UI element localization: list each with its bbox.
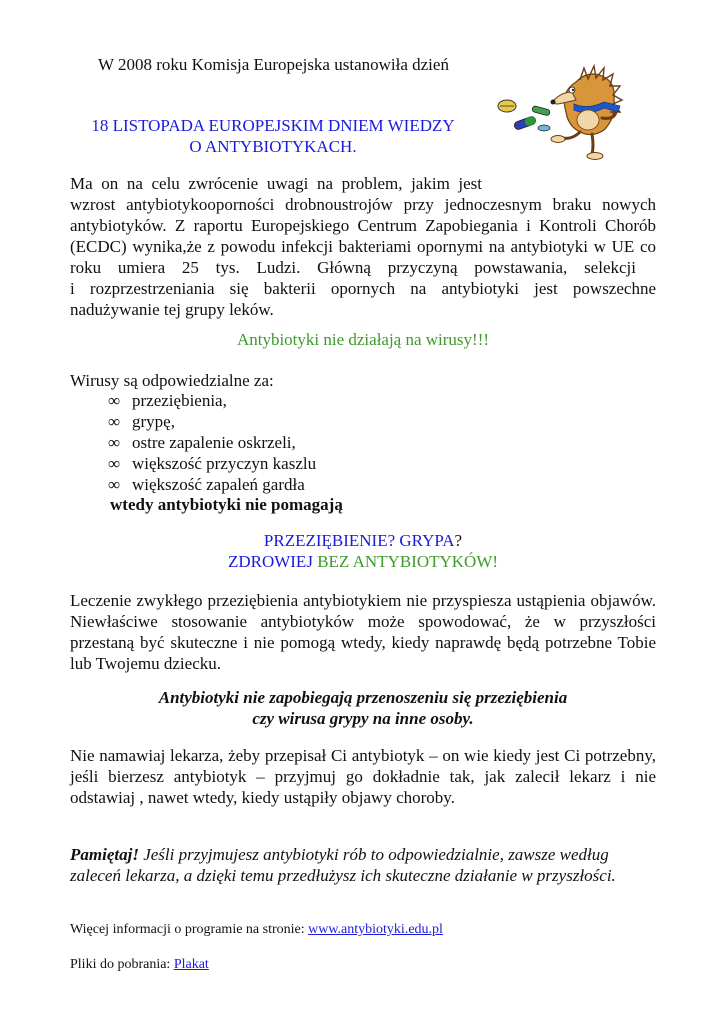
paragraph-line: lub Twojemu dziecku. xyxy=(70,654,221,673)
remember-line-1: Jeśli przyjmujesz antybiotyki rób to odpowiedzialnie, zawsze według xyxy=(138,845,609,864)
slogan xyxy=(70,530,656,572)
paragraph-line: antybiotyków. Z raportu Europejskiego Centrum Zapobiegania i Kontroli Chorób xyxy=(70,216,656,235)
list-item-text: ostre zapalenie oskrzeli, xyxy=(132,433,296,452)
website-link[interactable]: www.antybiotyki.edu.pl xyxy=(308,922,443,937)
list-item xyxy=(108,411,316,432)
italic-notice-line-2: czy wirusa grypy na inne osoby. xyxy=(252,709,474,728)
infinity-bullet-icon: ∞ xyxy=(108,475,121,494)
infinity-bullet-icon: ∞ xyxy=(108,433,121,452)
paragraph-awareness xyxy=(70,173,656,320)
hedgehog-mascot-illustration xyxy=(492,62,632,162)
intro-line: W 2008 roku Komisja Europejska ustanowiła dzień xyxy=(98,55,449,74)
downloads xyxy=(70,956,209,974)
remember-note xyxy=(70,844,656,886)
viruses-intro: Wirusy są odpowiedzialne za: xyxy=(70,371,274,390)
list-item-text: przeziębienia, xyxy=(132,391,227,410)
green-notice: Antybiotyki nie działają na wirusy!!! xyxy=(236,330,490,349)
viruses-conclusion: wtedy antybiotyki nie pomagają xyxy=(110,495,343,514)
paragraph-line: przestaną być skuteczne i nie pomogą wtedy, kiedy naprawdę będą potrzebne Tobie xyxy=(70,633,656,652)
more-info xyxy=(70,921,443,939)
list-item xyxy=(108,453,316,474)
list-item-text: grypę, xyxy=(132,412,175,431)
infinity-bullet-icon: ∞ xyxy=(108,391,121,410)
list-item xyxy=(108,432,316,453)
list-item-text: większość przyczyn kaszlu xyxy=(132,454,317,473)
infinity-bullet-icon: ∞ xyxy=(108,412,121,431)
headline xyxy=(70,115,476,157)
italic-notice xyxy=(70,687,656,729)
list-item-text: większość zapaleń gardła xyxy=(132,475,305,494)
headline-line-2: O ANTYBIOTYKACH. xyxy=(189,137,357,156)
paragraph-line: i rozprzestrzeniania się bakterii opornych na antybiotyki jest powszechne xyxy=(70,279,656,298)
poster-download-link[interactable]: Plakat xyxy=(173,957,209,972)
paragraph-line: wzrost antybiotykooporności drobnoustrojów przy jednoczesnym braku nowych xyxy=(70,195,656,214)
paragraph-treatment xyxy=(70,590,656,674)
slogan-part-1: PRZEZIĘBIENIE? GRYPA xyxy=(263,531,455,550)
headline-line-1: 18 LISTOPADA EUROPEJSKIM DNIEM WIEDZY xyxy=(91,116,455,135)
list-item xyxy=(108,474,316,495)
list-item xyxy=(108,390,316,411)
paragraph-line: roku umiera 25 tys. Ludzi. Główną przyczyną powstawania, selekcji xyxy=(70,258,636,277)
remember-label: Pamiętaj! xyxy=(70,845,139,864)
slogan-question-mark: ? xyxy=(454,531,463,550)
paragraph-line: Nie namawiaj lekarza, żeby przepisał Ci antybiotyk – on wie kiedy jest Ci potrzebny, xyxy=(70,746,656,765)
viruses-list xyxy=(108,390,316,495)
pill-green-icon xyxy=(532,106,551,116)
slogan-part-2-blue: ZDROWIEJ xyxy=(227,552,318,571)
remember-line-2: zaleceń lekarza, a dzięki temu przedłużysz ich skuteczne działanie w przyszłości. xyxy=(70,866,616,885)
paragraph-line: Leczenie zwykłego przeziębienia antybiotykiem nie przyspiesza ustąpienia objawów. xyxy=(70,591,656,610)
downloads-label: Pliki do pobrania: xyxy=(70,957,174,972)
paragraph-line: odstawiaj , nawet wtedy, kiedy ustąpiły objawy choroby. xyxy=(70,788,455,807)
italic-notice-line-1: Antybiotyki nie zapobiegają przenoszeniu się przeziębienia xyxy=(158,688,568,707)
slogan-part-2-green: BEZ ANTYBIOTYKÓW! xyxy=(317,552,499,571)
paragraph-line: Ma on na celu zwrócenie uwagi na problem, jakim jest xyxy=(70,174,482,193)
paragraph-line: jeśli bierzesz antybiotyk – przyjmuj go dokładnie tak, jak zalecił lekarz i nie xyxy=(70,767,656,786)
paragraph-line: Niewłaściwe stosowanie antybiotyków może spowodować, że w przyszłości xyxy=(70,612,656,631)
more-info-label: Więcej informacji o programie na stronie: xyxy=(70,922,309,937)
paragraph-line: nadużywanie tej grupy leków. xyxy=(70,300,274,319)
infinity-bullet-icon: ∞ xyxy=(108,454,121,473)
paragraph-advice xyxy=(70,745,656,808)
paragraph-line: (ECDC) wynika,że z powodu infekcji bakteriami opornymi na antybiotyki w UE co xyxy=(70,237,656,256)
